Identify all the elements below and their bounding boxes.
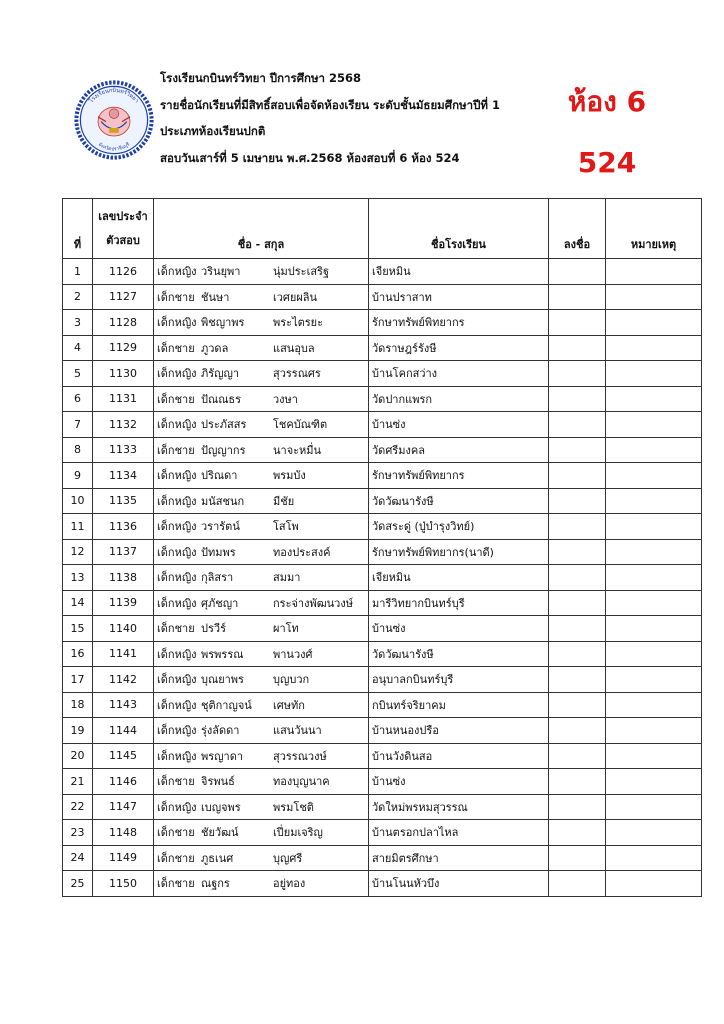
name-title: เด็กหญิง	[157, 545, 197, 559]
student-name	[154, 259, 369, 285]
signature-cell	[549, 539, 606, 565]
row-number: 25	[63, 871, 93, 897]
logo-emblem-figure	[98, 107, 130, 136]
table-row	[63, 769, 702, 795]
remark-cell	[606, 667, 702, 693]
signature-cell	[549, 871, 606, 897]
student-name	[154, 871, 369, 897]
remark-cell	[606, 820, 702, 846]
signature-cell	[549, 616, 606, 642]
table-row	[63, 539, 702, 565]
remark-cell	[606, 590, 702, 616]
table-body	[63, 259, 702, 897]
first-name: บุณยาพร	[201, 673, 244, 687]
signature-cell	[549, 335, 606, 361]
school-name: วัดสระดู่ (ปู่บำรุงวิทย์)	[369, 514, 549, 540]
first-name: ปัญญากร	[201, 443, 246, 457]
remark-cell	[606, 463, 702, 489]
school-year-title: โรงเรียนกบินทร์วิทยา ปีการศึกษา 2568	[160, 71, 362, 85]
first-name: ปัทมพร	[201, 545, 236, 559]
student-name	[154, 437, 369, 463]
room-title: ห้อง 6	[567, 85, 647, 118]
table-row	[63, 386, 702, 412]
table-row	[63, 488, 702, 514]
header-school: ชื่อโรงเรียน	[369, 199, 549, 259]
exam-id: 1143	[93, 692, 154, 718]
table-row	[63, 412, 702, 438]
table-row	[63, 437, 702, 463]
name-title: เด็กชาย	[157, 851, 195, 865]
school-logo	[74, 80, 154, 160]
exam-id: 1144	[93, 718, 154, 744]
exam-id: 1127	[93, 284, 154, 310]
row-number: 14	[63, 590, 93, 616]
remark-cell	[606, 769, 702, 795]
header-name: ชื่อ - สกุล	[154, 199, 369, 259]
header-remark: หมายเหตุ	[606, 199, 702, 259]
student-name	[154, 463, 369, 489]
row-number: 12	[63, 539, 93, 565]
last-name: พรมบัง	[273, 469, 306, 483]
exam-id: 1137	[93, 539, 154, 565]
first-name: ภูธเนศ	[201, 851, 234, 865]
first-name: มนัสชนก	[201, 494, 245, 508]
name-title: เด็กหญิง	[157, 520, 197, 534]
student-name	[154, 412, 369, 438]
row-number: 16	[63, 641, 93, 667]
first-name: ชุติกาญจน์	[201, 698, 252, 712]
table-row	[63, 692, 702, 718]
last-name: นาจะหมื่น	[273, 443, 322, 457]
first-name: ปรวีร์	[201, 622, 226, 636]
exam-id: 1132	[93, 412, 154, 438]
name-title: เด็กชาย	[157, 290, 195, 304]
last-name: เปี่ยมเจริญ	[273, 826, 323, 840]
table-row	[63, 718, 702, 744]
signature-cell	[549, 565, 606, 591]
room-number: 524	[577, 146, 637, 179]
row-number: 23	[63, 820, 93, 846]
first-name: รุ่งลัดดา	[201, 724, 240, 738]
row-number: 18	[63, 692, 93, 718]
signature-cell	[549, 386, 606, 412]
row-number: 19	[63, 718, 93, 744]
row-number: 17	[63, 667, 93, 693]
first-name: พิชญาพร	[201, 316, 245, 330]
row-number: 15	[63, 616, 93, 642]
exam-id: 1139	[93, 590, 154, 616]
exam-id: 1126	[93, 259, 154, 285]
last-name: เวศยผลิน	[273, 290, 318, 304]
row-number: 2	[63, 284, 93, 310]
student-name	[154, 718, 369, 744]
school-name: สายมิตรศึกษา	[369, 845, 549, 871]
name-title: เด็กชาย	[157, 622, 195, 636]
student-name	[154, 641, 369, 667]
school-name: เจียหมิน	[369, 259, 549, 285]
row-number: 21	[63, 769, 93, 795]
student-name	[154, 310, 369, 336]
document-header	[160, 70, 560, 176]
name-title: เด็กชาย	[157, 392, 195, 406]
first-name: ปริณดา	[201, 469, 238, 483]
exam-id: 1133	[93, 437, 154, 463]
last-name: บุญบวก	[273, 673, 310, 687]
header-exam-id	[93, 199, 154, 259]
remark-cell	[606, 794, 702, 820]
header-exam-id-line2: ตัวสอบ	[106, 233, 140, 247]
remark-cell	[606, 284, 702, 310]
row-number: 3	[63, 310, 93, 336]
name-title: เด็กหญิง	[157, 418, 197, 432]
signature-cell	[549, 769, 606, 795]
signature-cell	[549, 590, 606, 616]
student-name	[154, 539, 369, 565]
row-number: 20	[63, 743, 93, 769]
name-title: เด็กหญิง	[157, 647, 197, 661]
school-name: บ้านปราสาท	[369, 284, 549, 310]
table-row	[63, 667, 702, 693]
exam-date-room: สอบวันเสาร์ที่ 5 เมษายน พ.ศ.2568 ห้องสอบที่ 6 ห้อง 524	[160, 150, 460, 165]
remark-cell	[606, 386, 702, 412]
signature-cell	[549, 718, 606, 744]
remark-cell	[606, 616, 702, 642]
last-name: โชคบัณฑิต	[273, 418, 328, 432]
last-name: พระไตรยะ	[273, 316, 324, 330]
school-name: วัดวัฒนารังษี	[369, 488, 549, 514]
table-row	[63, 284, 702, 310]
exam-id: 1148	[93, 820, 154, 846]
exam-id: 1140	[93, 616, 154, 642]
remark-cell	[606, 718, 702, 744]
school-name: อนุบาลกบินทร์บุรี	[369, 667, 549, 693]
exam-id: 1138	[93, 565, 154, 591]
school-name: บ้านซ่ง	[369, 769, 549, 795]
signature-cell	[549, 437, 606, 463]
name-title: เด็กหญิง	[157, 571, 197, 585]
exam-id: 1131	[93, 386, 154, 412]
school-name: บ้านซ่ง	[369, 616, 549, 642]
last-name: นุ่มประเสริฐ	[273, 265, 330, 279]
last-name: พานวงศ์	[273, 647, 313, 661]
name-title: เด็กหญิง	[157, 265, 197, 279]
exam-id: 1145	[93, 743, 154, 769]
name-title: เด็กหญิง	[157, 494, 197, 508]
row-number: 5	[63, 361, 93, 387]
exam-id: 1134	[93, 463, 154, 489]
name-title: เด็กหญิง	[157, 673, 197, 687]
last-name: ทองประสงค์	[273, 545, 331, 559]
last-name: มีชัย	[273, 494, 295, 508]
row-number: 24	[63, 845, 93, 871]
remark-cell	[606, 335, 702, 361]
school-name: บ้านโคกสว่าง	[369, 361, 549, 387]
table-row	[63, 310, 702, 336]
exam-id: 1136	[93, 514, 154, 540]
student-name	[154, 667, 369, 693]
table-row	[63, 361, 702, 387]
signature-cell	[549, 794, 606, 820]
student-name	[154, 284, 369, 310]
table-row	[63, 641, 702, 667]
row-number: 8	[63, 437, 93, 463]
first-name: จิรพนธ์	[201, 775, 235, 789]
name-title: เด็กชาย	[157, 341, 195, 355]
remark-cell	[606, 437, 702, 463]
name-title: เด็กหญิง	[157, 316, 197, 330]
last-name: ทองบุญนาค	[273, 775, 330, 789]
school-name: บ้านซ่ง	[369, 412, 549, 438]
signature-cell	[549, 259, 606, 285]
student-name	[154, 488, 369, 514]
signature-cell	[549, 361, 606, 387]
last-name: สุวรรณศร	[273, 367, 321, 381]
student-name	[154, 692, 369, 718]
remark-cell	[606, 488, 702, 514]
signature-cell	[549, 310, 606, 336]
table-row	[63, 590, 702, 616]
document-title: รายชื่อนักเรียนที่มีสิทธิ์สอบเพื่อจัดห้องเรียน ระดับชั้นมัธยมศึกษาปีที่ 1	[160, 97, 500, 112]
school-name: วัดปากแพรก	[369, 386, 549, 412]
school-name: บ้านโนนหัวบึง	[369, 871, 549, 897]
last-name: แสนอุบล	[273, 341, 315, 355]
exam-id: 1135	[93, 488, 154, 514]
table-row	[63, 794, 702, 820]
student-roster-table	[62, 198, 702, 897]
remark-cell	[606, 514, 702, 540]
student-name	[154, 845, 369, 871]
name-title: เด็กหญิง	[157, 724, 197, 738]
name-title: เด็กหญิง	[157, 800, 197, 814]
remark-cell	[606, 845, 702, 871]
student-name	[154, 616, 369, 642]
table-row	[63, 335, 702, 361]
signature-cell	[549, 412, 606, 438]
remark-cell	[606, 310, 702, 336]
signature-cell	[549, 820, 606, 846]
last-name: ผาโท	[273, 622, 299, 636]
first-name: ภูวดล	[201, 341, 229, 355]
signature-cell	[549, 667, 606, 693]
exam-id: 1129	[93, 335, 154, 361]
remark-cell	[606, 361, 702, 387]
student-name	[154, 794, 369, 820]
last-name: แสนวันนา	[273, 724, 322, 738]
remark-cell	[606, 692, 702, 718]
first-name: วรารัตน์	[201, 520, 240, 534]
first-name: กุลิสรา	[201, 571, 234, 585]
remark-cell	[606, 539, 702, 565]
first-name: ชัยวัฒน์	[201, 826, 239, 840]
exam-id: 1147	[93, 794, 154, 820]
exam-id: 1128	[93, 310, 154, 336]
row-number: 6	[63, 386, 93, 412]
name-title: เด็กหญิง	[157, 367, 197, 381]
remark-cell	[606, 259, 702, 285]
student-name	[154, 743, 369, 769]
remark-cell	[606, 565, 702, 591]
first-name: ณฐกร	[201, 877, 230, 891]
student-name	[154, 386, 369, 412]
name-title: เด็กชาย	[157, 826, 195, 840]
first-name: ประภัสสร	[201, 418, 247, 432]
first-name: วรินยุพา	[201, 265, 241, 279]
first-name: พรพรรณ	[201, 647, 244, 661]
student-name	[154, 769, 369, 795]
name-title: เด็กหญิง	[157, 749, 197, 763]
student-name	[154, 565, 369, 591]
row-number: 11	[63, 514, 93, 540]
signature-cell	[549, 514, 606, 540]
row-number: 10	[63, 488, 93, 514]
table-row	[63, 743, 702, 769]
student-name	[154, 514, 369, 540]
last-name: โสโพ	[273, 520, 299, 534]
table-row	[63, 514, 702, 540]
table-row	[63, 463, 702, 489]
exam-id: 1130	[93, 361, 154, 387]
signature-cell	[549, 284, 606, 310]
last-name: วงษา	[273, 392, 298, 406]
row-number: 4	[63, 335, 93, 361]
signature-cell	[549, 743, 606, 769]
last-name: สมมา	[273, 571, 301, 585]
last-name: พรมโชติ	[273, 800, 314, 814]
signature-cell	[549, 845, 606, 871]
row-number: 22	[63, 794, 93, 820]
school-name: บ้านหนองปรือ	[369, 718, 549, 744]
first-name: ปัณณธร	[201, 392, 242, 406]
name-title: เด็กชาย	[157, 443, 195, 457]
table-row	[63, 565, 702, 591]
header-exam-id-line1: เลขประจำ	[98, 209, 148, 223]
name-title: เด็กชาย	[157, 775, 195, 789]
classroom-type: ประเภทห้องเรียนปกติ	[160, 124, 266, 138]
row-number: 7	[63, 412, 93, 438]
student-name	[154, 590, 369, 616]
school-name: บ้านตรอกปลาไหล	[369, 820, 549, 846]
exam-id: 1141	[93, 641, 154, 667]
last-name: อยู่ทอง	[273, 877, 306, 891]
school-name: เจียหมิน	[369, 565, 549, 591]
table-row	[63, 845, 702, 871]
school-name: วัดใหม่พรหมสุวรรณ	[369, 794, 549, 820]
first-name: เบญจพร	[201, 800, 241, 814]
exam-id: 1146	[93, 769, 154, 795]
header-no: ที่	[63, 199, 93, 259]
name-title: เด็กหญิง	[157, 469, 197, 483]
school-name: วัดวัฒนารังษี	[369, 641, 549, 667]
signature-cell	[549, 488, 606, 514]
table-row	[63, 259, 702, 285]
student-name	[154, 361, 369, 387]
school-name: วัดราษฎร์รังษี	[369, 335, 549, 361]
last-name: กระจ่างพัฒนวงษ์	[273, 596, 353, 610]
remark-cell	[606, 871, 702, 897]
name-title: เด็กหญิง	[157, 596, 197, 610]
remark-cell	[606, 743, 702, 769]
first-name: ภิรัญญา	[201, 367, 240, 381]
name-title: เด็กหญิง	[157, 698, 197, 712]
exam-id: 1149	[93, 845, 154, 871]
school-name: บ้านวังดินสอ	[369, 743, 549, 769]
school-name: กบินทร์จริยาคม	[369, 692, 549, 718]
remark-cell	[606, 412, 702, 438]
logo-bottom-text: จังหวัดปราจีนบุรี	[96, 142, 132, 153]
school-name: รักษาทรัพย์พิทยากร	[369, 310, 549, 336]
school-name: รักษาทรัพย์พิทยากร	[369, 463, 549, 489]
first-name: ศุภัชญา	[201, 596, 239, 610]
first-name: ชันษา	[201, 290, 230, 304]
name-title: เด็กชาย	[157, 877, 195, 891]
last-name: สุวรรณวงษ์	[273, 749, 327, 763]
table-row	[63, 616, 702, 642]
signature-cell	[549, 692, 606, 718]
school-name: วัดศรีมงคล	[369, 437, 549, 463]
last-name: บุญศรี	[273, 851, 303, 865]
first-name: พรญาดา	[201, 749, 244, 763]
signature-cell	[549, 641, 606, 667]
remark-cell	[606, 641, 702, 667]
signature-cell	[549, 463, 606, 489]
exam-id: 1150	[93, 871, 154, 897]
student-name	[154, 335, 369, 361]
logo-top-text: โรงเรียนกบินทร์วิทยา	[88, 87, 140, 105]
last-name: เศษทัก	[273, 698, 305, 712]
exam-id: 1142	[93, 667, 154, 693]
table-header	[63, 199, 702, 259]
table-row	[63, 871, 702, 897]
school-name: รักษาทรัพย์พิทยากร(นาดี)	[369, 539, 549, 565]
table-row	[63, 820, 702, 846]
student-name	[154, 820, 369, 846]
school-name: มารีวิทยากบินทร์บุรี	[369, 590, 549, 616]
row-number: 9	[63, 463, 93, 489]
row-number: 13	[63, 565, 93, 591]
header-sign: ลงชื่อ	[549, 199, 606, 259]
row-number: 1	[63, 259, 93, 285]
